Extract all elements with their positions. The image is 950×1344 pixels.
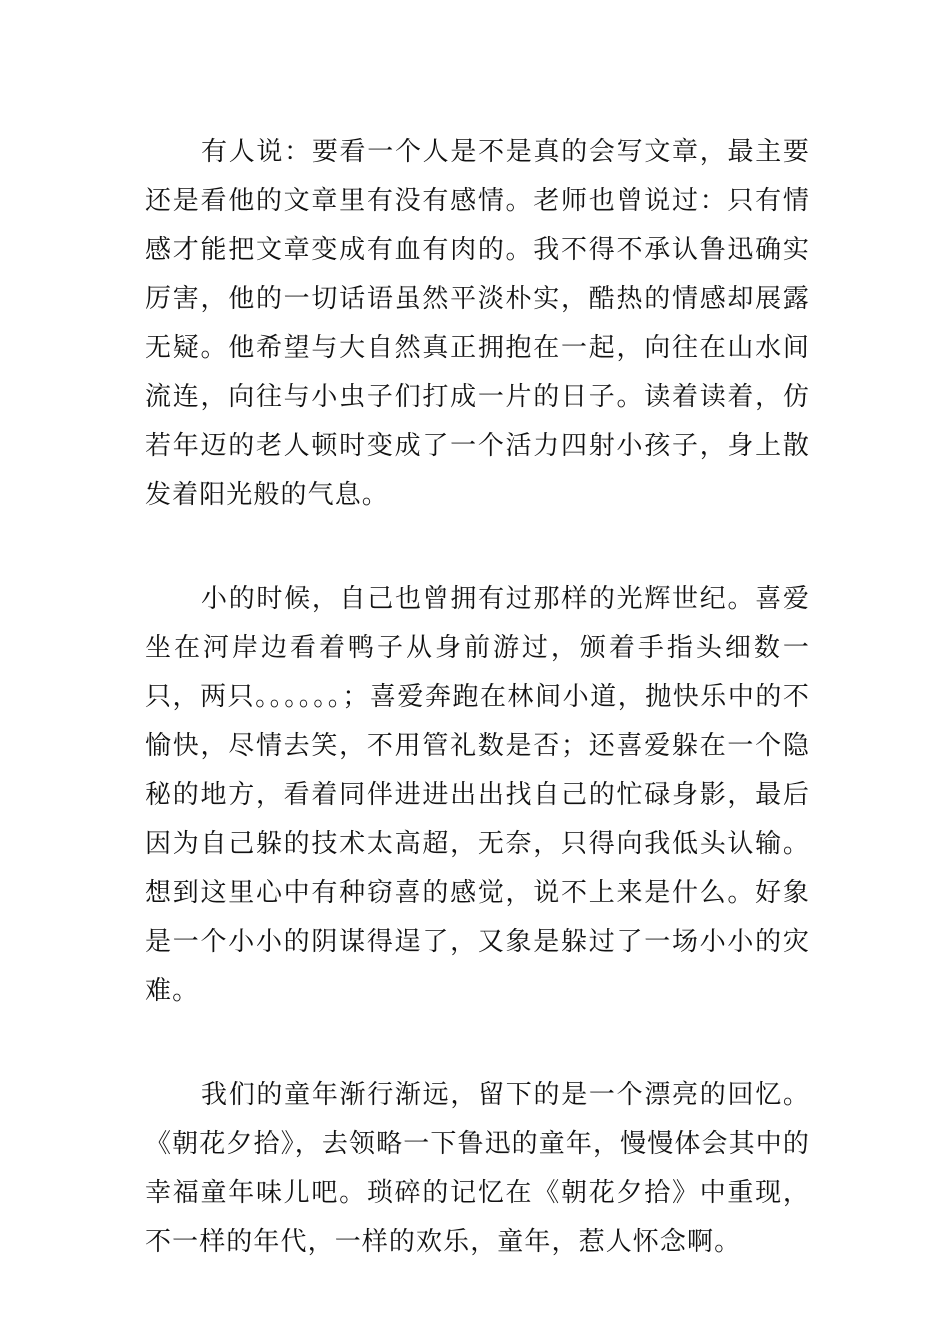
paragraph-3: 我们的童年渐行渐远，留下的是一个漂亮的回忆。《朝花夕拾》，去领略一下鲁迅的童年，慢慢体会其中的幸福童年味儿吧。琐碎的记忆在《朝花夕拾》中重现，不一样的年代，一样的欢乐，童年，惹人怀念啊。 xyxy=(145,1080,810,1257)
paragraph-1: 有人说：要看一个人是不是真的会写文章，最主要还是看他的文章里有没有感情。老师也曾说过：只有情感才能把文章变成有血有肉的。我不得不承认鲁迅确实厉害，他的一切话语虽然平淡朴实，酷热的情感却展露无疑。他希望与大自然真正拥抱在一起，向往在山水间流连，向往与小虫子们打成一片的日子。读着读着，仿若年迈的老人顿时变成了一个活力四射小孩子，身上散发着阳光般的气息。 xyxy=(145,137,810,510)
document-body xyxy=(145,128,810,1267)
paragraph-2: 小的时候，自己也曾拥有过那样的光辉世纪。喜爱坐在河岸边看着鸭子从身前游过，颁着手指头细数一只，两只。。。。。。；喜爱奔跑在林间小道，抛快乐中的不愉快，尽情去笑，不用管礼数是否；还喜爱躲在一个隐秘的地方，看着同伴进进出出找自己的忙碌身影，最后因为自己躲的技术太高超，无奈，只得向我低头认输。想到这里心中有种窃喜的感觉，说不上来是什么。好象是一个小小的阴谋得逞了，又象是躲过了一场小小的灾难。 xyxy=(145,584,810,1006)
